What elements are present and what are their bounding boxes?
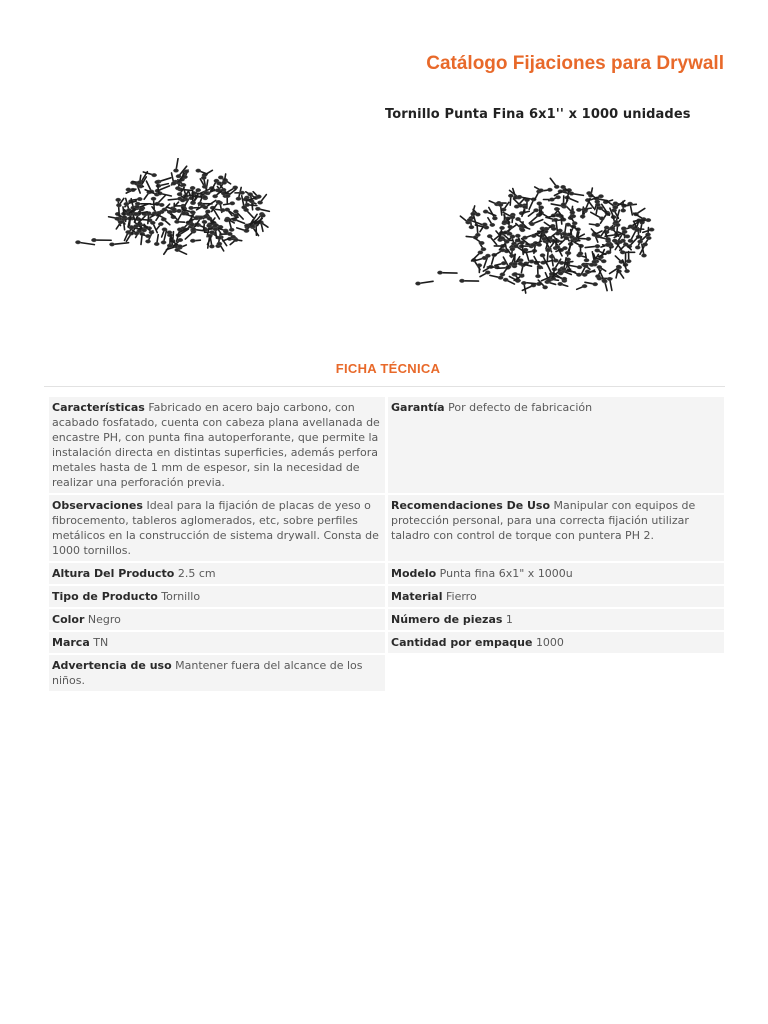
divider	[44, 386, 725, 387]
spec-value: 1000	[535, 636, 564, 649]
spec-value: Ideal para la fijación de placas de yeso o fibrocemento, tableros aglomerados, etc, sobre perfiles metálicos en la construcción de sistema drywall. Consta de 1000 tornillos.	[52, 499, 379, 557]
spec-cell	[49, 586, 385, 607]
spec-cell	[49, 609, 385, 630]
spec-label: Marca	[52, 636, 90, 649]
spec-row	[49, 397, 724, 493]
ficha-tecnica-title: FICHA TÉCNICA	[335, 361, 441, 376]
spec-label: Advertencia de uso	[52, 659, 172, 672]
spec-label: Recomendaciones De Uso	[391, 499, 551, 512]
product-image-large	[410, 172, 678, 308]
spec-row	[49, 632, 724, 653]
spec-cell	[49, 632, 385, 653]
spec-cell	[49, 655, 385, 691]
spec-cell	[49, 397, 385, 493]
spec-value: 2.5 cm	[177, 567, 216, 580]
spec-label: Características	[52, 401, 145, 414]
screws-pile	[415, 178, 654, 293]
spec-label: Número de piezas	[391, 613, 503, 626]
spec-row	[49, 609, 724, 630]
spec-value: Negro	[87, 613, 121, 626]
spec-table	[46, 395, 727, 693]
spec-value: Por defecto de fabricación	[448, 401, 593, 414]
product-image-small	[72, 158, 284, 266]
spec-value: TN	[93, 636, 109, 649]
spec-label: Color	[52, 613, 85, 626]
spec-cell	[49, 563, 385, 584]
spec-label: Cantidad por empaque	[391, 636, 533, 649]
spec-label: Modelo	[391, 567, 437, 580]
spec-row	[49, 495, 724, 561]
spec-cell	[388, 495, 724, 561]
spec-label: Garantía	[391, 401, 445, 414]
spec-cell-empty	[388, 655, 724, 691]
spec-value: 1	[505, 613, 513, 626]
spec-cell	[49, 495, 385, 561]
spec-value: Manipular con equipos de protección personal, para una correcta fijación utilizar taladro con control de torque con puntera PH 2.	[391, 499, 696, 542]
spec-cell	[388, 609, 724, 630]
spec-label: Observaciones	[52, 499, 143, 512]
catalog-title: Catálogo Fijaciones para Drywall	[426, 53, 724, 74]
spec-value: Punta fina 6x1" x 1000u	[439, 567, 573, 580]
product-title: Tornillo Punta Fina 6x1'' x 1000 unidades	[385, 107, 691, 122]
spec-value: Tornillo	[161, 590, 201, 603]
spec-cell	[388, 397, 724, 493]
spec-cell	[388, 563, 724, 584]
spec-row	[49, 563, 724, 584]
spec-value: Fabricado en acero bajo carbono, con acabado fosfatado, cuenta con cabeza plana avellanada de encastre PH, con punta fina autoperforante, que permite la instalación directa en distintas superficies, además perfora metales hasta de 1 mm de espesor, sin la necesidad de realizar una perforación previa.	[52, 401, 380, 489]
spec-cell	[388, 632, 724, 653]
spec-cell	[388, 586, 724, 607]
spec-row	[49, 655, 724, 691]
screws-pile	[75, 159, 269, 255]
spec-label: Material	[391, 590, 443, 603]
spec-value: Fierro	[445, 590, 477, 603]
spec-value: Mantener fuera del alcance de los niños.	[52, 659, 363, 687]
spec-label: Altura Del Producto	[52, 567, 175, 580]
spec-label: Tipo de Producto	[52, 590, 158, 603]
spec-row	[49, 586, 724, 607]
